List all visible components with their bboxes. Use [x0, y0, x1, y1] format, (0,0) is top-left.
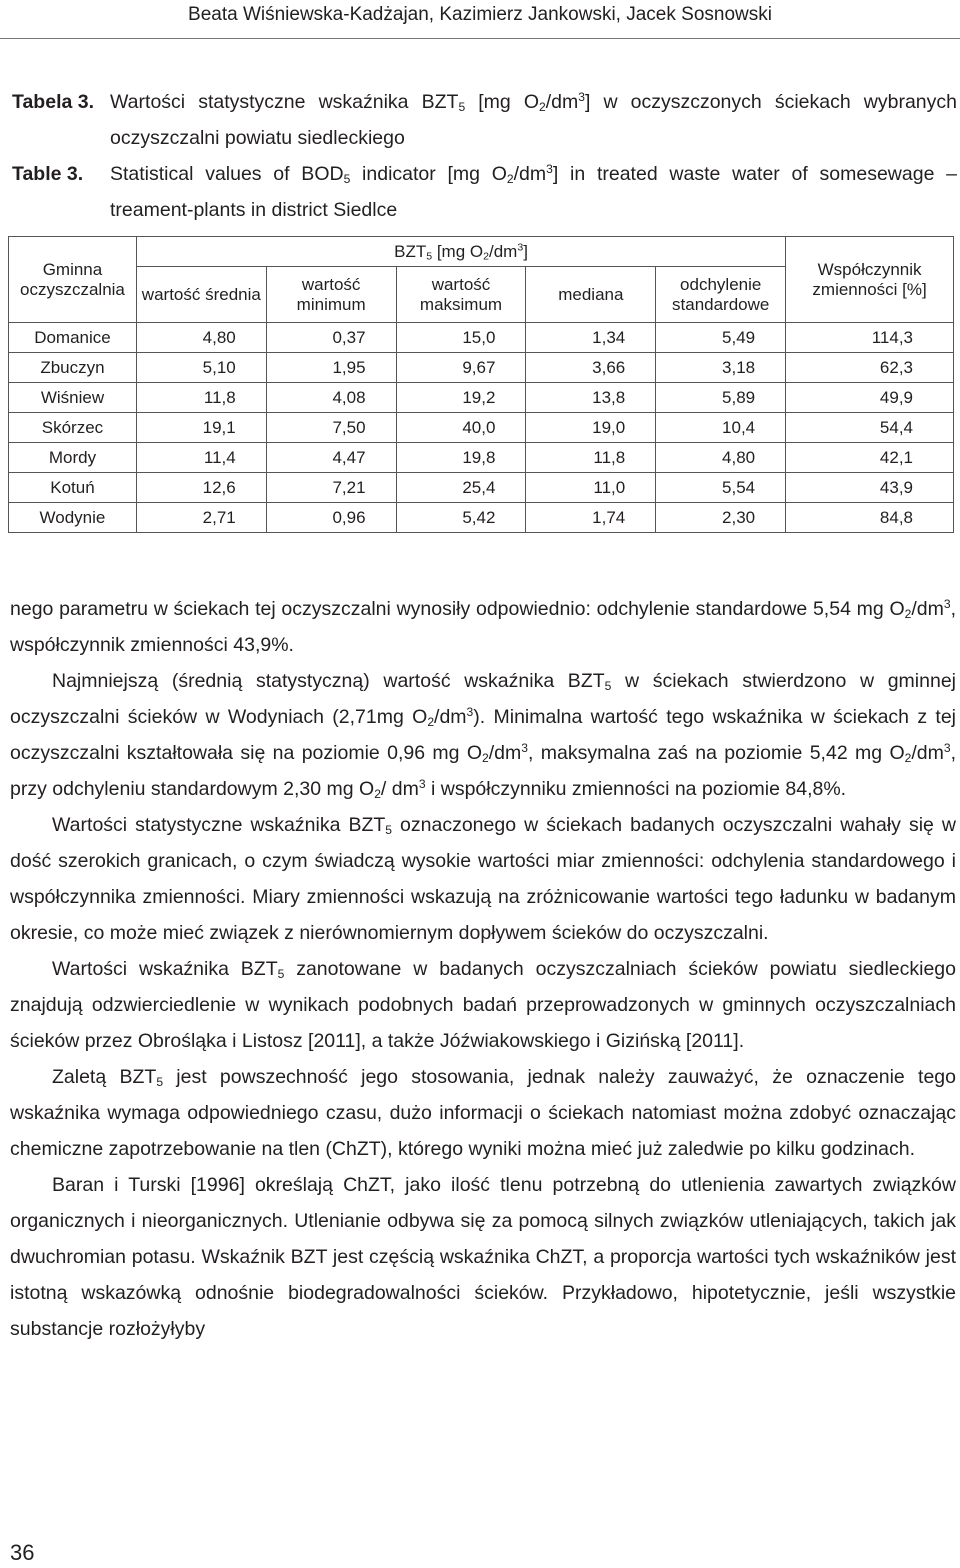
- subscript: 2: [374, 787, 381, 802]
- caption-en-part: indicator [mg O: [350, 163, 507, 185]
- col-header-min: wartość minimum: [266, 267, 396, 323]
- col-group-bzt: [136, 237, 785, 267]
- col-header-max: wartość maksimum: [396, 267, 526, 323]
- cell-sd: 5,49: [656, 323, 786, 353]
- cell-site: Wiśniew: [9, 383, 137, 413]
- table-caption-pl: [12, 84, 957, 156]
- paragraph-text: zanotowane w badanych oczyszczalniach ścieków powiatu siedleckiego znajdują odzwierciedlenie w wynikach podobnych badań przeprowadzonych w gminnych oczyszczalniach ścieków przez Obrośląka i Listosz [2011], a także Jóźwiakowskiego i Gizińską [2011].: [10, 958, 956, 1052]
- subscript: 5: [458, 100, 466, 115]
- cell-min: 7,21: [266, 473, 396, 503]
- cell-min: 0,37: [266, 323, 396, 353]
- superscript: 3: [521, 740, 528, 755]
- cell-min: 1,95: [266, 353, 396, 383]
- col-header-site: Gminna oczyszczalnia: [9, 237, 137, 323]
- cell-mean: 11,4: [136, 443, 266, 473]
- paragraph-text: /dm: [488, 742, 522, 764]
- paragraph-4: [10, 951, 956, 1059]
- table-row: [9, 503, 954, 533]
- subscript: 2: [904, 751, 912, 766]
- cell-site: Mordy: [9, 443, 137, 473]
- cell-cv: 43,9: [786, 473, 954, 503]
- paragraph-5: [10, 1059, 956, 1167]
- caption-pl-part: /dm: [545, 91, 579, 113]
- cell-mean: 11,8: [136, 383, 266, 413]
- paragraph-text: Najmniejszą (średnią statystyczną) wartość wskaźnika BZT: [52, 670, 605, 692]
- running-header: [0, 0, 960, 30]
- table-row: [9, 443, 954, 473]
- paragraph-2: [10, 663, 956, 807]
- cell-mean: 2,71: [136, 503, 266, 533]
- subscript: 2: [483, 250, 489, 263]
- subscript: 5: [156, 1075, 164, 1090]
- subscript: 5: [604, 679, 612, 694]
- cell-mean: 5,10: [136, 353, 266, 383]
- cell-cv: 62,3: [786, 353, 954, 383]
- paragraph-text: oznaczonego w ściekach badanych oczyszczalni wahały się w dość szerokich granicach, o czym świadczą wysokie wartości miar zmienności: odchylenia standardowego i współczynnika zmienności. Miary zmienności wskazują na zróżnicowanie wartości tego ładunku w badanym okresie, co może mieć związek z nierównomiernym dopływem ścieków do oczyszczalni.: [10, 814, 956, 944]
- subscript: 5: [343, 172, 351, 187]
- group-bzt-label: BZT: [394, 241, 427, 261]
- cell-min: 7,50: [266, 413, 396, 443]
- table-caption-en: [12, 156, 957, 228]
- cell-sd: 5,54: [656, 473, 786, 503]
- caption-en-part: /dm: [513, 163, 547, 185]
- caption-pl-part: ] w oczyszczonych ściekach wybranych oczyszczalni powiatu siedleckiego: [110, 91, 957, 149]
- body-text: [10, 591, 956, 1347]
- cell-max: 19,2: [396, 383, 526, 413]
- col-header-cv: Współczynnik zmienności [%]: [786, 237, 954, 323]
- superscript: 3: [578, 89, 585, 104]
- cell-cv: 42,1: [786, 443, 954, 473]
- paragraph-text: , przy odchyleniu standardowym 2,30 mg O: [10, 742, 957, 800]
- group-unit-part: [mg O: [432, 241, 484, 261]
- caption-label-pl: Tabela 3.: [12, 91, 95, 113]
- paragraph-text: , maksymalna zaś na poziomie 5,42 mg O: [527, 742, 905, 764]
- cell-site: Wodynie: [9, 503, 137, 533]
- table-row: [9, 413, 954, 443]
- superscript: 3: [418, 776, 426, 791]
- superscript: 3: [943, 596, 951, 611]
- cell-sd: 5,89: [656, 383, 786, 413]
- paragraph-6: Baran i Turski [1996] określają ChZT, jako ilość tlenu potrzebną do utlenienia zawartych związków organicznych i nieorganicznych. Utlenianie odbywa się za pomocą silnych związków utleniających, takich jak dwuchromian potasu. Wskaźnik BZT jest częścią wskaźnika ChZT, a proporcja wartości tych wskaźników jest istotną wskazówką odnośnie biodegradowalności ścieków. Przykładowo, hipotetycznie, jeśli wszystkie substancje rozłożyłyby: [10, 1174, 956, 1340]
- header-authors: Beata Wiśniewska-Kadżajan, Kazimierz Jankowski, Jacek Sosnowski: [188, 4, 772, 25]
- subscript: 5: [426, 250, 433, 263]
- page-number: 36: [10, 1540, 35, 1565]
- cell-cv: 54,4: [786, 413, 954, 443]
- paragraph-text: jest powszechność jego stosowania, jednak należy zauważyć, że oznaczenie tego wskaźnika wymaga odpowiedniego czasu, dużo informacji o ściekach natomiast można zdobyć oznaczając chemiczne zapotrzebowanie na tlen (ChZT), którego wyniki można mieć już zaledwie po kilku godzinach.: [10, 1066, 956, 1160]
- cell-sd: 10,4: [656, 413, 786, 443]
- superscript: 3: [546, 161, 553, 176]
- paragraph-text: Wartości statystyczne wskaźnika BZT: [52, 814, 386, 836]
- caption-pl-part: Wartości statystyczne wskaźnika BZT: [110, 91, 459, 113]
- subscript: 2: [506, 172, 514, 187]
- paragraph-text: Zaletą BZT: [52, 1066, 157, 1088]
- col-header-mean: wartość średnia: [136, 267, 266, 323]
- cell-mean: 12,6: [136, 473, 266, 503]
- cell-sd: 2,30: [656, 503, 786, 533]
- subscript: 5: [385, 823, 393, 838]
- paragraph-text: Wartości wskaźnika BZT: [52, 958, 278, 980]
- subscript: 2: [427, 715, 435, 730]
- cell-max: 5,42: [396, 503, 526, 533]
- table-row: [9, 383, 954, 413]
- cell-median: 19,0: [526, 413, 656, 443]
- cell-max: 40,0: [396, 413, 526, 443]
- paragraph-text: nego parametru w ściekach tej oczyszczalni wynosiły odpowiednio: odchylenie standardowe 5,54 mg O: [10, 598, 905, 620]
- table-row: [9, 353, 954, 383]
- superscript: 3: [466, 704, 474, 719]
- cell-median: 13,8: [526, 383, 656, 413]
- caption-en-part: ] in treated waste water of somesewage – treament-plants in district Siedlce: [110, 163, 958, 221]
- cell-site: Kotuń: [9, 473, 137, 503]
- cell-cv: 49,9: [786, 383, 954, 413]
- caption-label-en: Table 3.: [12, 163, 84, 185]
- paragraph-text: /dm: [434, 706, 467, 728]
- cell-sd: 3,18: [656, 353, 786, 383]
- cell-cv: 84,8: [786, 503, 954, 533]
- cell-median: 3,66: [526, 353, 656, 383]
- subscript: 2: [904, 607, 912, 622]
- superscript: 3: [517, 241, 524, 254]
- cell-max: 15,0: [396, 323, 526, 353]
- paragraph-text: /dm: [911, 742, 944, 764]
- cell-median: 11,0: [526, 473, 656, 503]
- cell-site: Zbuczyn: [9, 353, 137, 383]
- paragraph-text: /dm: [911, 598, 944, 620]
- cell-mean: 19,1: [136, 413, 266, 443]
- caption-en-part: Statistical values of BOD: [110, 163, 344, 185]
- group-unit-part: /dm: [488, 241, 518, 261]
- cell-max: 9,67: [396, 353, 526, 383]
- cell-min: 0,96: [266, 503, 396, 533]
- group-unit-part: ]: [523, 241, 528, 261]
- paragraph-3: [10, 807, 956, 951]
- table-row: [9, 323, 954, 353]
- header-rule: [0, 38, 960, 39]
- subscript: 2: [539, 100, 546, 115]
- caption-pl-part: [mg O: [465, 91, 539, 113]
- paragraph-text: , współczynnik zmienności 43,9%.: [10, 598, 956, 656]
- cell-mean: 4,80: [136, 323, 266, 353]
- subscript: 5: [277, 967, 285, 982]
- cell-sd: 4,80: [656, 443, 786, 473]
- paragraph-text: w ściekach stwierdzono w gminnej oczyszczalni ścieków w Wodyniach (2,71mg O: [10, 670, 956, 728]
- table-row: [9, 473, 954, 503]
- cell-median: 1,34: [526, 323, 656, 353]
- bzt-statistics-table: [8, 236, 954, 533]
- cell-median: 1,74: [526, 503, 656, 533]
- col-header-sd: odchylenie standardowe: [656, 267, 786, 323]
- cell-median: 11,8: [526, 443, 656, 473]
- cell-cv: 114,3: [786, 323, 954, 353]
- caption-text-en: [110, 156, 957, 228]
- cell-max: 25,4: [396, 473, 526, 503]
- paragraph-text: / dm: [380, 778, 419, 800]
- col-header-median: mediana: [526, 267, 656, 323]
- caption-text-pl: [110, 84, 957, 156]
- cell-min: 4,08: [266, 383, 396, 413]
- cell-max: 19,8: [396, 443, 526, 473]
- subscript: 2: [482, 751, 489, 766]
- paragraph-text: i współczynniku zmienności na poziomie 84,8%.: [425, 778, 847, 800]
- superscript: 3: [943, 740, 951, 755]
- paragraph-text: ). Minimalna wartość tego wskaźnika w ściekach z tej oczyszczalni kształtowała się na poziomie 0,96 mg O: [10, 706, 956, 764]
- cell-min: 4,47: [266, 443, 396, 473]
- cell-site: Skórzec: [9, 413, 137, 443]
- cell-site: Domanice: [9, 323, 137, 353]
- paragraph-1: [10, 591, 956, 663]
